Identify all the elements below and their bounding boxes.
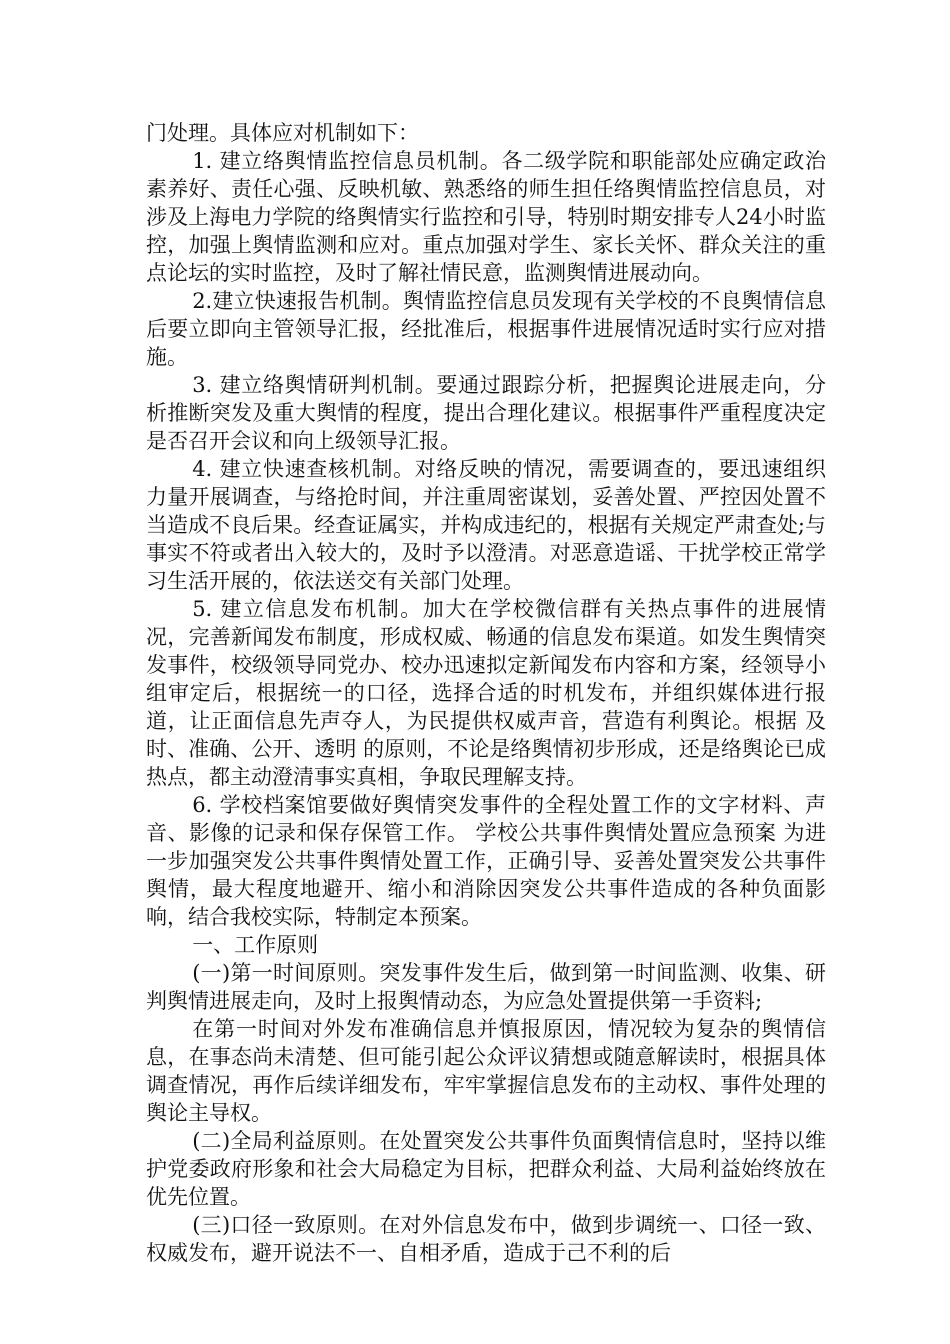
- paragraph-intro: 门处理。具体应对机制如下：: [146, 121, 419, 145]
- paragraph-item-6: 6. 学校档案馆要做好舆情突发事件的全程处置工作的文字材料、声音、影像的记录和保存保管工作。 学校公共事件舆情处置应急预案 为进一步加强突发公共事件舆情处置工作，正确引导、妥善处置突发公共事件舆情，最大程度地避开、缩小和消除因突发公共事件造成的各种负面影响，结合我校实际，特制定本预案。: [146, 793, 826, 929]
- paragraph-principle-1-cont: 在第一时间对外发布准确信息并慎报原因，情况较为复杂的舆情信息，在事态尚未清楚、但可能引起公众评议猜想或随意解读时，根据具体调查情况，再作后续详细发布，牢牢掌握信息发布的主动权、事件处理的舆论主导权。: [146, 1017, 826, 1125]
- document-body: [146, 119, 826, 1267]
- paragraph-item-4: 4. 建立快速查核机制。对络反映的情况，需要调查的，要迅速组织力量开展调查，与络抢时间，并注重周密谋划，妥善处置、严控因处置不当造成不良后果。经查证属实，并构成违纪的，根据有关规定严肃查处;与事实不符或者出入较大的，及时予以澄清。对恶意造谣、干扰学校正常学习生活开展的，依法送交有关部门处理。: [146, 457, 826, 593]
- paragraph-principle-3: (三)口径一致原则。在对外信息发布中，做到步调统一、口径一致、权威发布，避开说法不一、自相矛盾，造成于己不利的后: [146, 1213, 826, 1265]
- paragraph-principle-1: (一)第一时间原则。突发事件发生后，做到第一时间监测、收集、研判舆情进展走向，及时上报舆情动态，为应急处置提供第一手资料;: [146, 961, 826, 1013]
- section-heading-principles: 一、工作原则: [192, 933, 319, 957]
- paragraph-item-5: 5. 建立信息发布机制。加大在学校微信群有关热点事件的进展情况，完善新闻发布制度，形成权威、畅通的信息发布渠道。如发生舆情突发事件，校级领导同党办、校办迅速拟定新闻发布内容和方案，经领导小组审定后，根据统一的口径，选择合适的时机发布，并组织媒体进行报道，让正面信息先声夺人，为民提供权威声音，营造有利舆论。根据 及时、准确、公开、透明 的原则，不论是络舆情初步形成，还是络舆论已成热点，都主动澄清事实真相，争取民理解支持。: [146, 597, 826, 789]
- paragraph-principle-2: (二)全局利益原则。在处置突发公共事件负面舆情信息时，坚持以维护党委政府形象和社会大局稳定为目标，把群众利益、大局利益始终放在优先位置。: [146, 1129, 826, 1209]
- paragraph-item-2: 2.建立快速报告机制。舆情监控信息员发现有关学校的不良舆情信息后要立即向主管领导汇报，经批准后，根据事件进展情况适时实行应对措施。: [146, 289, 826, 369]
- paragraph-item-1: 1. 建立络舆情监控信息员机制。各二级学院和职能部处应确定政治素养好、责任心强、反映机敏、熟悉络的师生担任络舆情监控信息员，对涉及上海电力学院的络舆情实行监控和引导，特别时期安排专人24小时监控，加强上舆情监测和应对。重点加强对学生、家长关怀、群众关注的重点论坛的实时监控，及时了解社情民意，监测舆情进展动向。: [146, 149, 826, 285]
- paragraph-item-3: 3. 建立络舆情研判机制。要通过跟踪分析，把握舆论进展走向，分析推断突发及重大舆情的程度，提出合理化建议。根据事件严重程度决定是否召开会议和向上级领导汇报。: [146, 373, 826, 453]
